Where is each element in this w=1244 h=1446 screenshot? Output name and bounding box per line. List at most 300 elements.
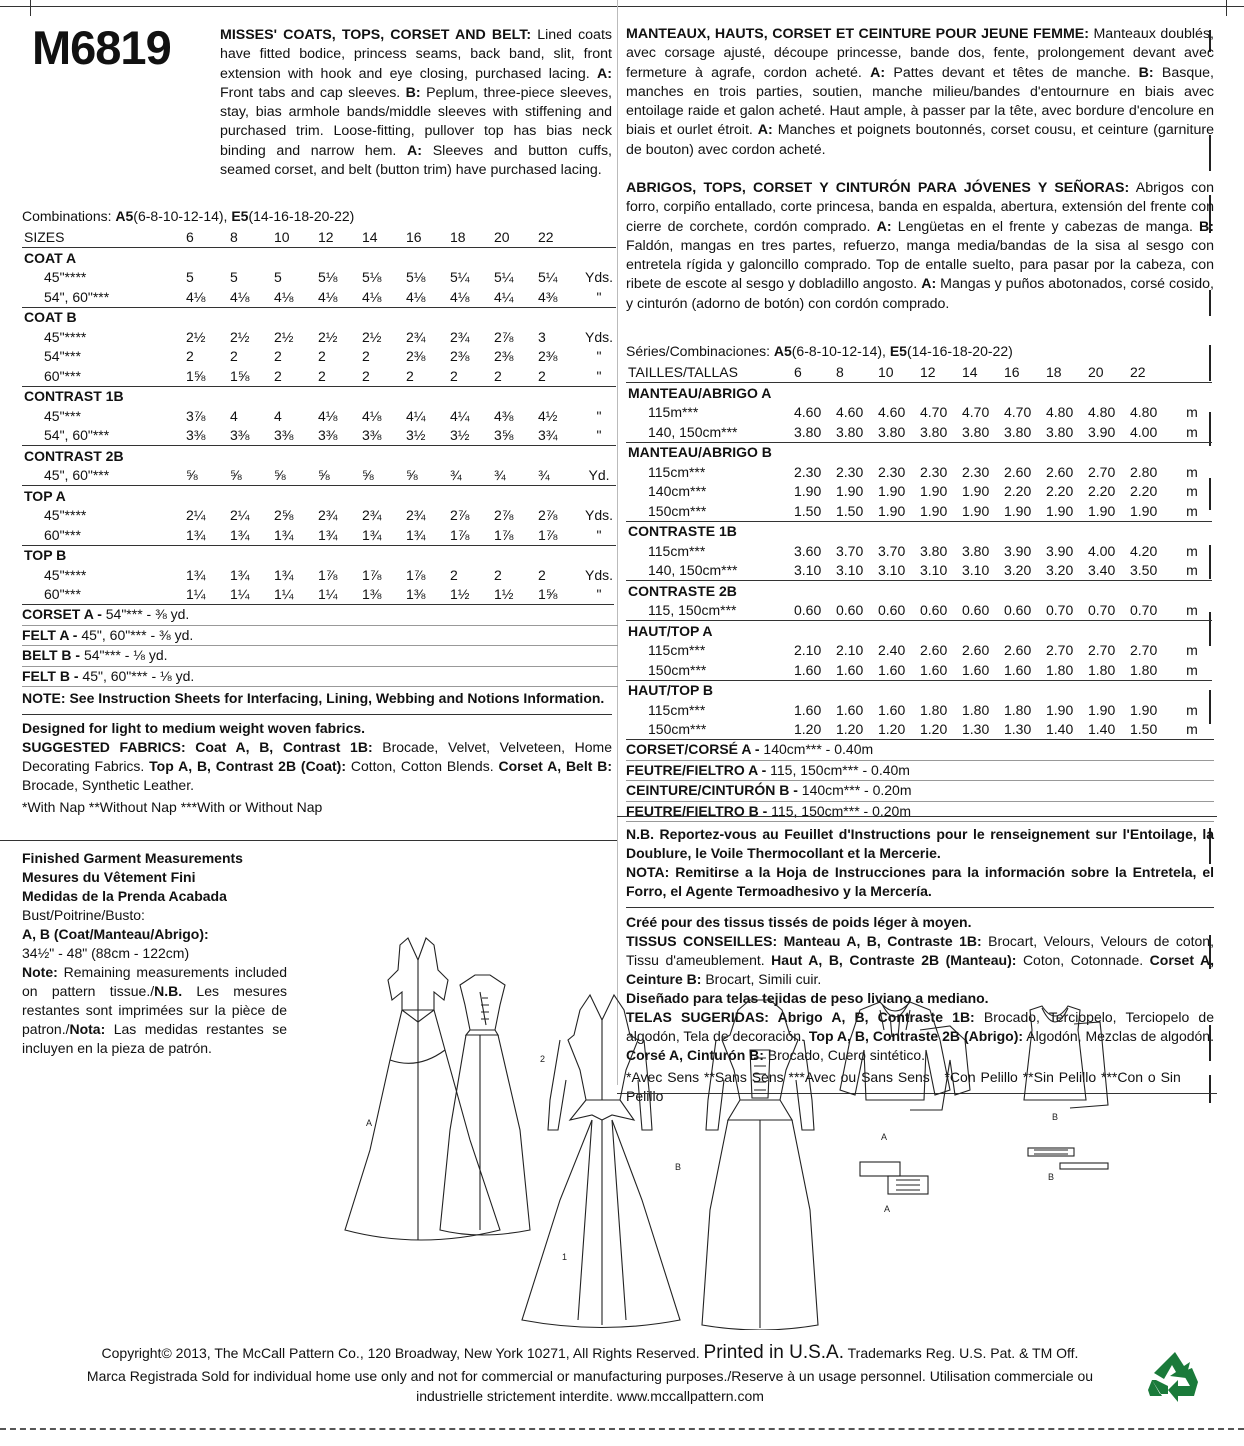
yardage-cell: 2.10 (836, 642, 864, 659)
yardage-cell: 4¼ (450, 407, 470, 424)
yardage-cell: 1.90 (1088, 701, 1116, 718)
yardage-cell: 2 (450, 566, 458, 583)
yardage-cell: ⅝ (318, 467, 330, 484)
yardage-cell: 4.70 (1004, 404, 1032, 421)
text-run: Brocade, Velvet, Velveteen, Home Decorating Fabrics. (22, 739, 612, 774)
metric-single-items (626, 740, 1214, 822)
yardage-cell: 5¼ (538, 269, 558, 286)
coat-a-back-illustration (440, 975, 530, 1235)
yardage-cell: 1.60 (878, 701, 906, 718)
yardage-cell: 2 (494, 566, 502, 583)
size-header-cell: 10 (274, 228, 318, 248)
yardage-cell: 3.80 (962, 423, 990, 440)
yardage-cell: 3.10 (878, 562, 906, 579)
yardage-group-label: CONTRAST 2B (22, 446, 616, 466)
yardage-cell: 2⅜ (494, 348, 514, 365)
yardage-row (22, 525, 616, 545)
yardage-cell: 4.60 (878, 404, 906, 421)
yardage-cell: 3.10 (962, 562, 990, 579)
bold-run: Top A, B, Contraste 2B (Abrigo): (808, 1028, 1024, 1044)
yardage-row (626, 561, 1212, 581)
yardage-cell: 2½ (318, 328, 338, 345)
size-header-cell: 6 (186, 228, 230, 248)
fabric-width-label: 45"**** (44, 566, 87, 583)
measurements-bust: Bust/Poitrine/Busto: (22, 907, 145, 923)
text-run: Abrigos con forro, corpiño entallado, corte princesa, banda en espalda, abertura, extensión del frente con cierre de corchete, cordón comprado. (626, 180, 1214, 235)
unit-cell: m (1186, 483, 1198, 500)
yardage-row (626, 462, 1212, 482)
bold-run: A: (870, 64, 886, 81)
yardage-row (626, 660, 1212, 680)
yardage-cell: 2 (274, 348, 282, 365)
yardage-cell: 4.60 (836, 404, 864, 421)
garment-illustrations (330, 930, 1230, 1330)
single-item-value: 54"*** - ⅛ yd. (80, 647, 168, 663)
yardage-cell: 1.90 (1130, 701, 1158, 718)
yardage-cell: 3.40 (1088, 562, 1116, 579)
label-view-2: 2 (540, 1054, 546, 1064)
yardage-cell: 2.30 (836, 463, 864, 480)
footer-printed: Printed in U.S.A. (703, 1342, 844, 1363)
size-header-label: TAILLES/TALLAS (626, 363, 794, 383)
bold-run: Top A, B, Contrast 2B (Coat): (149, 758, 347, 774)
yardage-cell: 0.60 (836, 602, 864, 619)
single-yardage-item (22, 667, 618, 688)
text-run: Sleeves and button cuffs, seamed corset, and belt (button trim) have purchased lacing. (220, 142, 612, 179)
yardage-row (626, 403, 1212, 423)
fr-es-note-rule (626, 907, 1214, 908)
yardage-cell: 1.60 (836, 661, 864, 678)
measurements-value: 34½" - 48" (88cm - 122cm) (22, 945, 190, 961)
bold-run: A: (407, 142, 423, 159)
yardage-cell: 4.00 (1130, 423, 1158, 440)
yardage-cell: 1.90 (920, 502, 948, 519)
yardage-group-label: CONTRAST 1B (22, 386, 616, 406)
yardage-cell: 5 (230, 269, 238, 286)
bold-run: Haut A, B, Contraste 2B (Manteau): (771, 952, 1017, 968)
yardage-cell: 4.70 (920, 404, 948, 421)
fabric-width-label: 150cm*** (648, 721, 707, 738)
yardage-cell: 3.10 (836, 562, 864, 579)
single-item-label: CORSET A - (22, 606, 102, 622)
yardage-cell: 2.60 (920, 642, 948, 659)
yardage-cell: 3.60 (794, 542, 822, 559)
unit-cell: " (596, 427, 602, 444)
yardage-cell: 4.00 (1088, 542, 1116, 559)
yardage-cell: 2 (230, 348, 238, 365)
fabric-width-label: 140, 150cm*** (648, 562, 738, 579)
yardage-cell: ⅝ (186, 467, 198, 484)
yardage-cell: 3.70 (878, 542, 906, 559)
yardage-row (626, 482, 1212, 502)
size-header-cell: 16 (1004, 363, 1046, 383)
yardage-cell: 4 (230, 407, 238, 424)
yardage-cell: 1⅜ (406, 586, 426, 603)
yardage-cell: 3⅞ (186, 407, 206, 424)
yardage-cell: 2¼ (186, 507, 206, 524)
yardage-cell: 1⅞ (318, 566, 338, 583)
single-item-label: FELT B - (22, 667, 79, 684)
yardage-cell: 3.90 (1046, 542, 1074, 559)
spanish-title: ABRIGOS, TOPS, CORSET Y CINTURÓN PARA JÓVENES Y SEÑORAS: (626, 180, 1130, 196)
yardage-cell: ⅝ (362, 467, 374, 484)
yardage-cell: 5¼ (494, 269, 514, 286)
single-yardage-item (626, 802, 1214, 823)
size-header-cell: 8 (230, 228, 274, 248)
single-item-label: CORSET/CORSÉ A - (626, 741, 760, 757)
yardage-row (22, 366, 616, 386)
yardage-cell: 2 (406, 367, 414, 384)
french-designed: Créé pour des tissus tissés de poids léger à moyen. (626, 914, 972, 930)
yardage-cell: 2 (362, 348, 370, 365)
text-run: Algodón, Mezclas de algodón. (1023, 1028, 1214, 1044)
yardage-cell: 1¾ (362, 526, 382, 543)
single-item-value: 45", 60"*** - ⅜ yd. (77, 626, 194, 643)
yardage-cell: 1¾ (318, 526, 338, 543)
yardage-cell: 2⅜ (450, 348, 470, 365)
label-view-1: 1 (562, 1252, 568, 1262)
yardage-cell: 3.80 (962, 542, 990, 559)
yardage-cell: 2.20 (1088, 483, 1116, 500)
footer-trademarks: Trademarks Reg. U.S. Pat. & TM Off. (847, 1345, 1079, 1361)
spanish-note: NOTA: Remitirse a la Hoja de Instrucciones para la información sobre la Entretela, el Forro, el Agente Termoadhesivo y la Mercería. (626, 864, 1214, 899)
fabric-width-label: 115cm*** (648, 542, 706, 559)
yardage-cell: 3⅜ (318, 427, 338, 444)
yardage-row (22, 287, 616, 307)
corner-tick-left (30, 0, 31, 16)
bold-run: B: (1199, 218, 1214, 235)
yardage-cell: 1¾ (186, 526, 206, 543)
yardage-cell: 3⅜ (274, 427, 294, 444)
label-top-b: B (1052, 1112, 1059, 1122)
fr-es-nap-legend: *Avec Sens **Sans Sens ***Avec ou Sans Sens *Con Pelillo **Sin Pelillo ***Con o Sin Pelillo (626, 1069, 1181, 1104)
yardage-cell: 3 (538, 328, 546, 345)
yardage-cell: 2.40 (878, 642, 906, 659)
measurements-title-en: Finished Garment Measurements (22, 850, 243, 866)
yardage-cell: 2¾ (362, 507, 382, 524)
unit-cell: " (596, 288, 602, 305)
yardage-cell: 2.60 (1004, 463, 1032, 480)
unit-cell: " (596, 407, 602, 424)
yardage-group-row (22, 545, 616, 565)
bold-run: N.B. (154, 983, 183, 999)
text-run: Brocade, Synthetic Leather. (22, 777, 194, 793)
yardage-cell: 2⅞ (538, 507, 558, 524)
yardage-cell: 1.40 (1088, 721, 1116, 738)
fabric-width-label: 60"*** (44, 367, 81, 384)
single-item-value: 140cm*** - 0.20m (797, 782, 912, 798)
yardage-cell: 1.80 (920, 701, 948, 718)
measurements-note (22, 963, 287, 1058)
yardage-cell: 2.30 (962, 463, 990, 480)
yardage-cell: ¾ (494, 467, 506, 484)
bold-run: Note: (22, 964, 58, 980)
size-header-cell: 6 (794, 363, 836, 383)
coat-a-front-illustration (345, 938, 500, 1240)
unit-cell: m (1186, 721, 1198, 738)
yardage-cell: 1¾ (230, 566, 250, 583)
bold-run: A: (597, 65, 612, 82)
yardage-cell: 3¾ (538, 427, 558, 444)
yardage-cell: 1.80 (1004, 701, 1032, 718)
bold-run: Corset A, Belt B: (498, 758, 613, 774)
yardage-cell: 2 (318, 367, 326, 384)
yardage-row (22, 406, 616, 426)
yardage-cell: 3⅝ (494, 427, 514, 444)
yardage-cell: 2⅞ (494, 507, 514, 524)
recycle-icon (1146, 1350, 1204, 1402)
yardage-cell: 1.90 (1088, 502, 1116, 519)
unit-cell: Yds. (584, 269, 613, 286)
size-header-cell: 14 (962, 363, 1004, 383)
english-nap-legend: *With Nap **Without Nap ***With or Without Nap (22, 799, 323, 815)
belt-b-illustration (1028, 1148, 1108, 1169)
size-header-cell: 12 (920, 363, 962, 383)
french-title: MANTEAUX, HAUTS, CORSET ET CEINTURE POUR JEUNE FEMME: (626, 26, 1089, 42)
yardage-cell: 4.60 (794, 404, 822, 421)
yardage-cell: 4.80 (1046, 404, 1074, 421)
footer-copyright: Copyright© 2013, The McCall Pattern Co., 120 Broadway, New York 10271, All Rights Reserved. (101, 1345, 700, 1361)
yardage-cell: 3.80 (1004, 423, 1032, 440)
english-description-text (220, 26, 612, 180)
yardage-group-label: HAUT/TOP A (626, 621, 1212, 641)
yardage-row (626, 720, 1212, 740)
yardage-cell: 1.60 (836, 701, 864, 718)
text-run: Coton, Cotonnade. (1016, 952, 1150, 968)
yardage-cell: 1.60 (794, 701, 822, 718)
unit-cell: m (1186, 463, 1198, 480)
text-run: Las medidas restantes se incluyen en la pieza de patrón. (22, 1021, 287, 1056)
footer-line-3: industrielle strictement interdite. www.mccallpattern.com (416, 1388, 764, 1404)
yardage-cell: 3.90 (1004, 542, 1032, 559)
yardage-group-label: CONTRASTE 1B (626, 521, 1212, 541)
english-notes (22, 689, 612, 817)
yardage-cell: 3.80 (920, 423, 948, 440)
single-item-label: FEUTRE/FIELTRO B - (626, 802, 768, 819)
text-run: Les mesures restantes sont imprimées sur la pièce de patron./ (22, 983, 287, 1037)
english-note-rule (22, 714, 612, 715)
corner-tick-right (1226, 0, 1227, 16)
text-run: Peplum, three-piece sleeves, stay, bias armhole bands/middle sleeves with stiffening and purchased trim. Loose-fitting, pullover top has bias neck binding and narrow hem. (220, 84, 612, 159)
yardage-cell: ¾ (450, 467, 462, 484)
unit-cell: m (1186, 701, 1198, 718)
yardage-row (626, 422, 1212, 442)
single-yardage-item (22, 626, 618, 647)
yardage-cell: 2¾ (406, 507, 426, 524)
yardage-cell: 1.90 (1004, 502, 1032, 519)
yardage-cell: 4.80 (1130, 404, 1158, 421)
bold-run: Corsé A, Cinturón B: (626, 1047, 764, 1063)
yardage-cell: 1⅞ (450, 526, 470, 543)
yardage-cell: 5 (274, 269, 282, 286)
single-item-value: 115, 150cm*** - 0.20m (767, 802, 912, 819)
yardage-cell: 1⅝ (186, 367, 206, 384)
yardage-group-row (626, 442, 1212, 462)
english-designed: Designed for light to medium weight woven fabrics. (22, 720, 366, 736)
yardage-cell: 1.50 (1130, 721, 1158, 738)
yardage-cell: 1.60 (920, 661, 948, 678)
metric-yardage-table (626, 363, 1212, 740)
unit-cell: m (1186, 423, 1198, 440)
yardage-cell: 1.50 (836, 502, 864, 519)
yardage-cell: 1.90 (1046, 701, 1074, 718)
single-item-label: FELT A - (22, 626, 78, 643)
unit-cell: m (1186, 642, 1198, 659)
yardage-cell: 3.20 (1004, 562, 1032, 579)
yardage-cell: 2⅞ (450, 507, 470, 524)
yardage-cell: 0.70 (1088, 602, 1116, 619)
yardage-cell: 1.20 (920, 721, 948, 738)
metric-combinations: Séries/Combinaciones: A5(6-8-10-12-14), E5(14-16-18-20-22) (626, 343, 1013, 359)
yardage-cell: 1.90 (836, 483, 864, 500)
yardage-cell: 2.70 (1088, 642, 1116, 659)
yardage-cell: 0.60 (878, 602, 906, 619)
label-belt-a: A (884, 1204, 891, 1214)
yardage-cell: 2 (538, 367, 546, 384)
yardage-cell: 1.50 (794, 502, 822, 519)
single-item-value: 115, 150cm*** - 0.40m (766, 761, 910, 778)
text-run: Lined coats have fitted bodice, princess seams, back band, slit, front extension with hook and eye closing, purchased lacing. (220, 27, 612, 82)
yardage-cell: 2.30 (878, 463, 906, 480)
single-item-label: FEUTRE/FIELTRO A - (626, 761, 767, 778)
yardage-cell: 2.70 (1130, 642, 1158, 659)
yardage-cell: 2 (450, 367, 458, 384)
text-run: Cotton, Cotton Blends. (346, 758, 499, 774)
top-border (0, 6, 1244, 7)
english-suggested-fabrics (22, 738, 612, 795)
text-run: Manches et poignets boutonnés, corset cousu, et ceinture (garniture de bouton) avec cordon acheté. (626, 122, 1215, 158)
yardage-cell: 1¾ (274, 526, 294, 543)
yardage-cell: 4⅜ (494, 407, 514, 424)
yardage-cell: 1¾ (406, 526, 426, 543)
yardage-group-row (626, 521, 1212, 541)
yardage-cell: 2⅞ (494, 328, 514, 345)
yardage-cell: 1.80 (962, 701, 990, 718)
yardage-cell: 3.70 (836, 542, 864, 559)
pattern-number: M6819 (32, 21, 171, 74)
size-header-cell: 10 (878, 363, 920, 383)
yardage-cell: 0.60 (962, 602, 990, 619)
metric-yardage-section (626, 342, 1214, 822)
yardage-cell: 5⅛ (318, 269, 338, 286)
yardage-group-label: CONTRASTE 2B (626, 581, 1212, 601)
yardage-cell: 2⅜ (406, 348, 426, 365)
bold-run: A: (921, 276, 937, 293)
yardage-cell: 3.10 (794, 562, 822, 579)
yardage-cell: 2 (186, 348, 194, 365)
bold-run: B: (405, 84, 421, 101)
yardage-cell: 3.20 (1046, 562, 1074, 579)
yardage-cell: 2.20 (1130, 483, 1158, 500)
text-run: Lengüetas en el frente y cabezas de manga. (891, 218, 1200, 235)
yardage-cell: 1.80 (1130, 661, 1158, 678)
yardage-cell: 1⅜ (362, 586, 382, 603)
fabric-width-label: 45"**** (44, 269, 87, 286)
french-description (626, 25, 1214, 160)
yardage-cell: 4.80 (1088, 404, 1116, 421)
measurements-title-es: Medidas de la Prenda Acabada (22, 888, 227, 904)
yardage-cell: ¾ (538, 467, 550, 484)
single-item-value: 54"*** - ⅜ yd. (101, 606, 190, 622)
yardage-cell: 3.10 (920, 562, 948, 579)
top-a-illustration (840, 1002, 970, 1110)
text-run: Brocado, Cuero sintético. (763, 1047, 926, 1063)
yardage-cell: 1.60 (962, 661, 990, 678)
yardage-cell: 1.20 (836, 721, 864, 738)
size-header-cell: 22 (538, 228, 582, 248)
yardage-cell: 1¾ (274, 566, 294, 583)
yardage-cell: 1.90 (794, 483, 822, 500)
yardage-cell: 2.60 (962, 642, 990, 659)
bold-run: TELAS SUGERIDAS: Abrigo A, B, Contraste 1B: (626, 1009, 975, 1025)
yardage-cell: 1½ (450, 586, 470, 603)
yardage-cell: 4⅛ (186, 288, 206, 305)
yardage-group-label: HAUT/TOP B (626, 680, 1212, 700)
yardage-row (626, 641, 1212, 661)
fabric-width-label: 150cm*** (648, 661, 707, 678)
yardage-cell: 4.70 (962, 404, 990, 421)
label-belt-b: B (1048, 1172, 1055, 1182)
unit-cell: Yds. (584, 566, 613, 583)
yardage-row (22, 268, 616, 288)
yardage-cell: 2.10 (794, 642, 822, 659)
size-header-cell: 22 (1130, 363, 1172, 383)
size-header-cell: 16 (406, 228, 450, 248)
yardage-cell: 3⅜ (362, 427, 382, 444)
fabric-width-label: 140, 150cm*** (648, 423, 738, 440)
unit-header-cell (1172, 363, 1212, 383)
measurements-title-fr: Mesures du Vêtement Fini (22, 869, 196, 885)
yardage-row (22, 466, 616, 486)
yardage-cell: 0.60 (920, 602, 948, 619)
text-run: Brocart, Velours, Velours de coton, Tissu d'ameublement. (626, 933, 1214, 968)
yardage-cell: 2.60 (1004, 642, 1032, 659)
yardage-cell: 4⅛ (318, 407, 338, 424)
finished-measurements (22, 849, 287, 1058)
yardage-cell: 2 (362, 367, 370, 384)
english-combinations: Combinations: A5(6-8-10-12-14), E5(14-16-18-20-22) (22, 208, 355, 224)
yardage-cell: 2.70 (1046, 642, 1074, 659)
yardage-cell: 1.20 (878, 721, 906, 738)
yardage-cell: 1.60 (794, 661, 822, 678)
unit-cell: m (1186, 502, 1198, 519)
fabric-width-label: 45", 60"*** (44, 467, 110, 484)
size-header-cell: 14 (362, 228, 406, 248)
fabric-width-label: 45"*** (44, 407, 81, 424)
yardage-cell: 3½ (450, 427, 470, 444)
yardage-cell: 4⅛ (274, 288, 294, 305)
spanish-description (626, 179, 1214, 314)
yardage-cell: 1.90 (878, 483, 906, 500)
english-yardage-table (22, 228, 616, 605)
unit-header-cell (582, 228, 616, 248)
unit-cell: m (1186, 602, 1198, 619)
size-header-row (22, 228, 616, 248)
yardage-cell: 5⅛ (406, 269, 426, 286)
yardage-cell: 2⅝ (274, 507, 294, 524)
yardage-cell: 2.60 (1046, 463, 1074, 480)
yardage-cell: 2 (494, 367, 502, 384)
bold-run: B: (1138, 64, 1154, 81)
yardage-group-row (626, 383, 1212, 403)
yardage-cell: 2¾ (450, 328, 470, 345)
yardage-cell: 2 (538, 566, 546, 583)
yardage-cell: 2½ (230, 328, 250, 345)
yardage-cell: 2¼ (230, 507, 250, 524)
unit-cell: Yds. (584, 507, 613, 524)
single-item-label: BELT B - (22, 647, 81, 663)
text-run: Brocado, Terciopelo, Terciopelo de algodón, Tela de decoración. (626, 1009, 1214, 1044)
